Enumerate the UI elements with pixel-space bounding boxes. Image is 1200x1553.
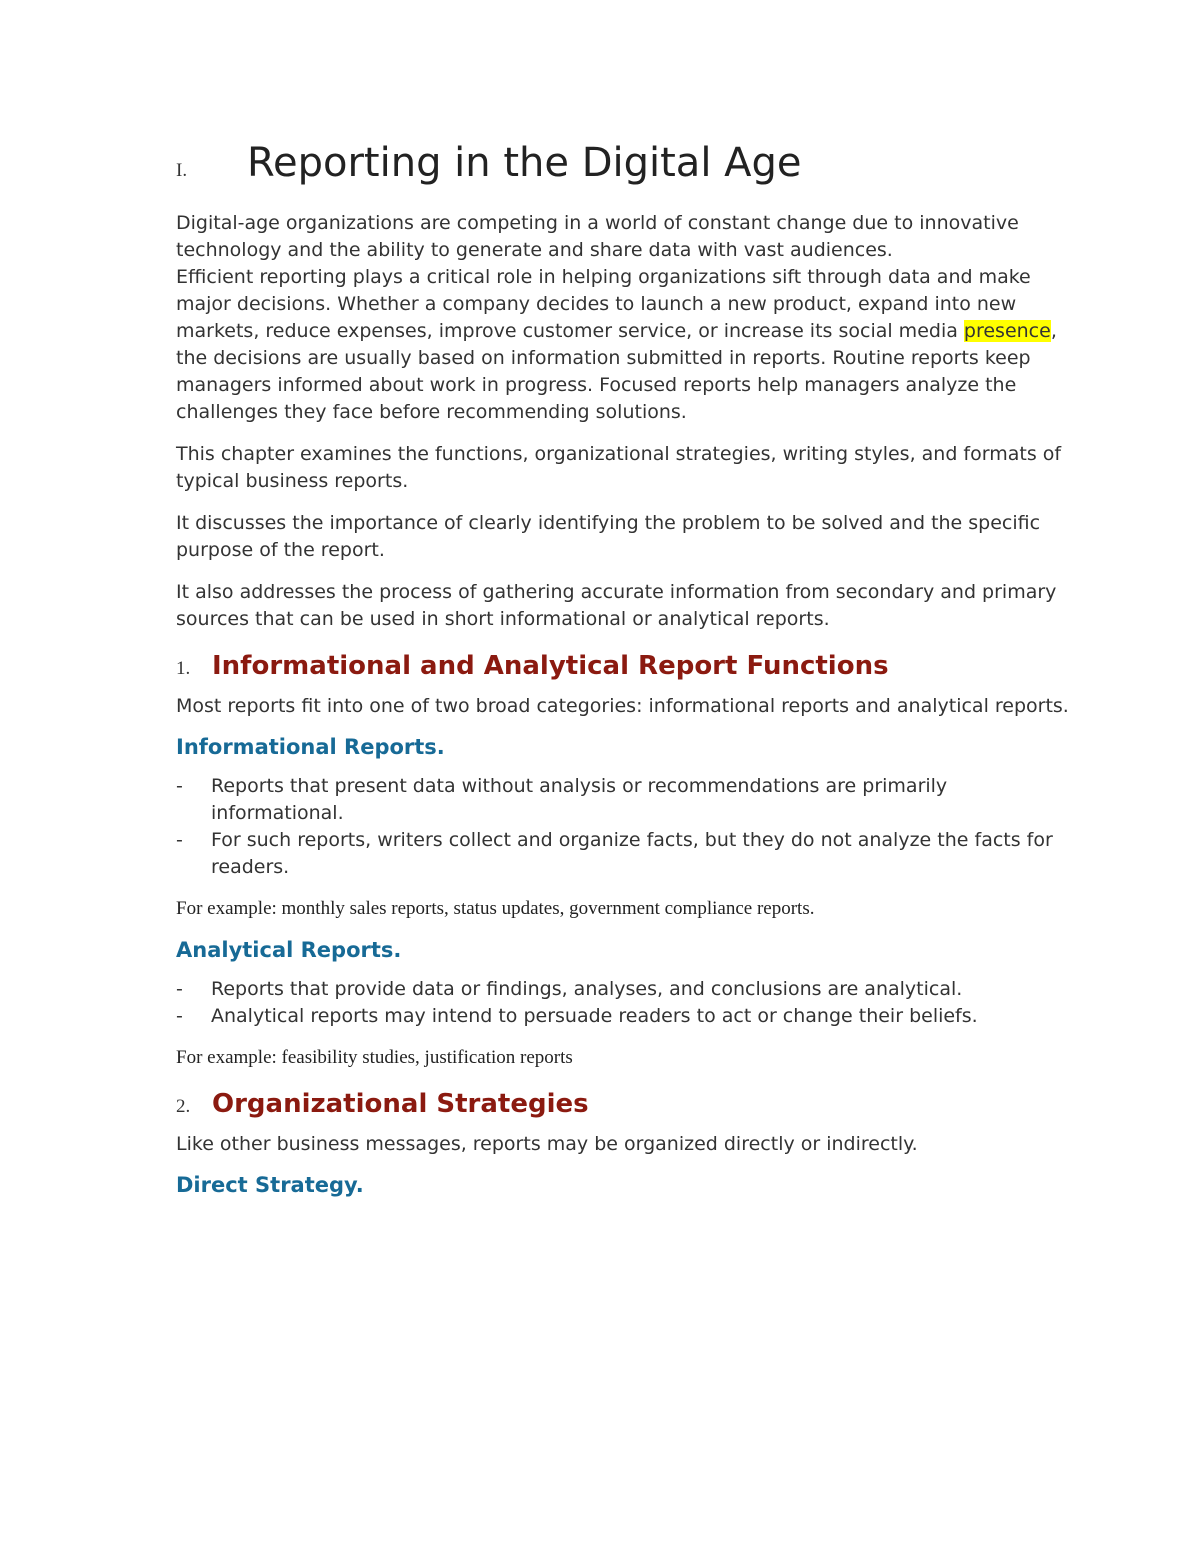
analytical-reports-list xyxy=(176,976,1076,1030)
list-item xyxy=(176,976,1076,1003)
section-2-heading-text: Organizational Strategies xyxy=(212,1089,589,1119)
informational-example: For example: monthly sales reports, status updates, government compliance reports. xyxy=(176,898,815,919)
list-item-text: Reports that present data without analysis or recommendations are primarily informational. xyxy=(211,775,948,824)
intro-paragraph-1: Digital-age organizations are competing in a world of constant change due to innovative technology and the ability to generate and share data with vast audiences. xyxy=(176,212,1019,261)
analytical-reports-heading: Analytical Reports. xyxy=(176,938,402,962)
analytical-example: For example: feasibility studies, justification reports xyxy=(176,1047,573,1068)
list-item xyxy=(176,827,1076,881)
informational-reports-list xyxy=(176,773,1076,881)
bullet-dash: - xyxy=(176,1005,183,1027)
section-1-number: 1. xyxy=(176,658,191,679)
section-1-intro: Most reports fit into one of two broad categories: informational reports and analytical reports. xyxy=(176,695,1069,717)
chapter-number: I. xyxy=(176,160,188,181)
intro-paragraph-4: It discusses the importance of clearly identifying the problem to be solved and the specific purpose of the report. xyxy=(176,512,1041,561)
list-item xyxy=(176,1003,1076,1030)
intro-paragraph-2-end: , the decisions are usually based on information submitted in reports. Routine reports keep managers informed about work in progress. Focused reports help managers analyze the challenges they face before recommending solutions. xyxy=(176,320,1057,423)
section-1-heading-text: Informational and Analytical Report Functions xyxy=(212,651,889,681)
chapter-title-text: Reporting in the Digital Age xyxy=(247,140,802,186)
list-item-text: Reports that provide data or findings, analyses, and conclusions are analytical. xyxy=(211,978,963,1000)
direct-strategy-heading: Direct Strategy. xyxy=(176,1173,364,1197)
list-item-text: For such reports, writers collect and organize facts, but they do not analyze the facts for readers. xyxy=(211,829,1053,878)
list-item-text: Analytical reports may intend to persuade readers to act or change their beliefs. xyxy=(211,1005,978,1027)
informational-reports-heading: Informational Reports. xyxy=(176,735,445,759)
bullet-dash: - xyxy=(176,978,183,1000)
bullet-dash: - xyxy=(176,829,183,851)
section-1-heading xyxy=(176,651,1076,681)
highlighted-word: presence xyxy=(963,320,1051,342)
document-content xyxy=(176,140,1076,1211)
chapter-title xyxy=(176,140,1076,194)
list-item xyxy=(176,773,1076,827)
section-2-intro: Like other business messages, reports may be organized directly or indirectly. xyxy=(176,1133,918,1155)
intro-paragraph-2 xyxy=(176,264,1076,426)
bullet-dash: - xyxy=(176,775,183,797)
intro-paragraph-3: This chapter examines the functions, organizational strategies, writing styles, and formats of typical business reports. xyxy=(176,443,1062,492)
intro-paragraph-5: It also addresses the process of gathering accurate information from secondary and primary sources that can be used in short informational or analytical reports. xyxy=(176,581,1057,630)
section-2-heading xyxy=(176,1089,1076,1119)
intro-paragraph-2-start: Efficient reporting plays a critical role in helping organizations sift through data and make major decisions. Whether a company decides to launch a new product, expand into new markets, reduce expenses, improve customer service, or increase its social media xyxy=(176,266,1031,342)
section-2-number: 2. xyxy=(176,1096,191,1117)
